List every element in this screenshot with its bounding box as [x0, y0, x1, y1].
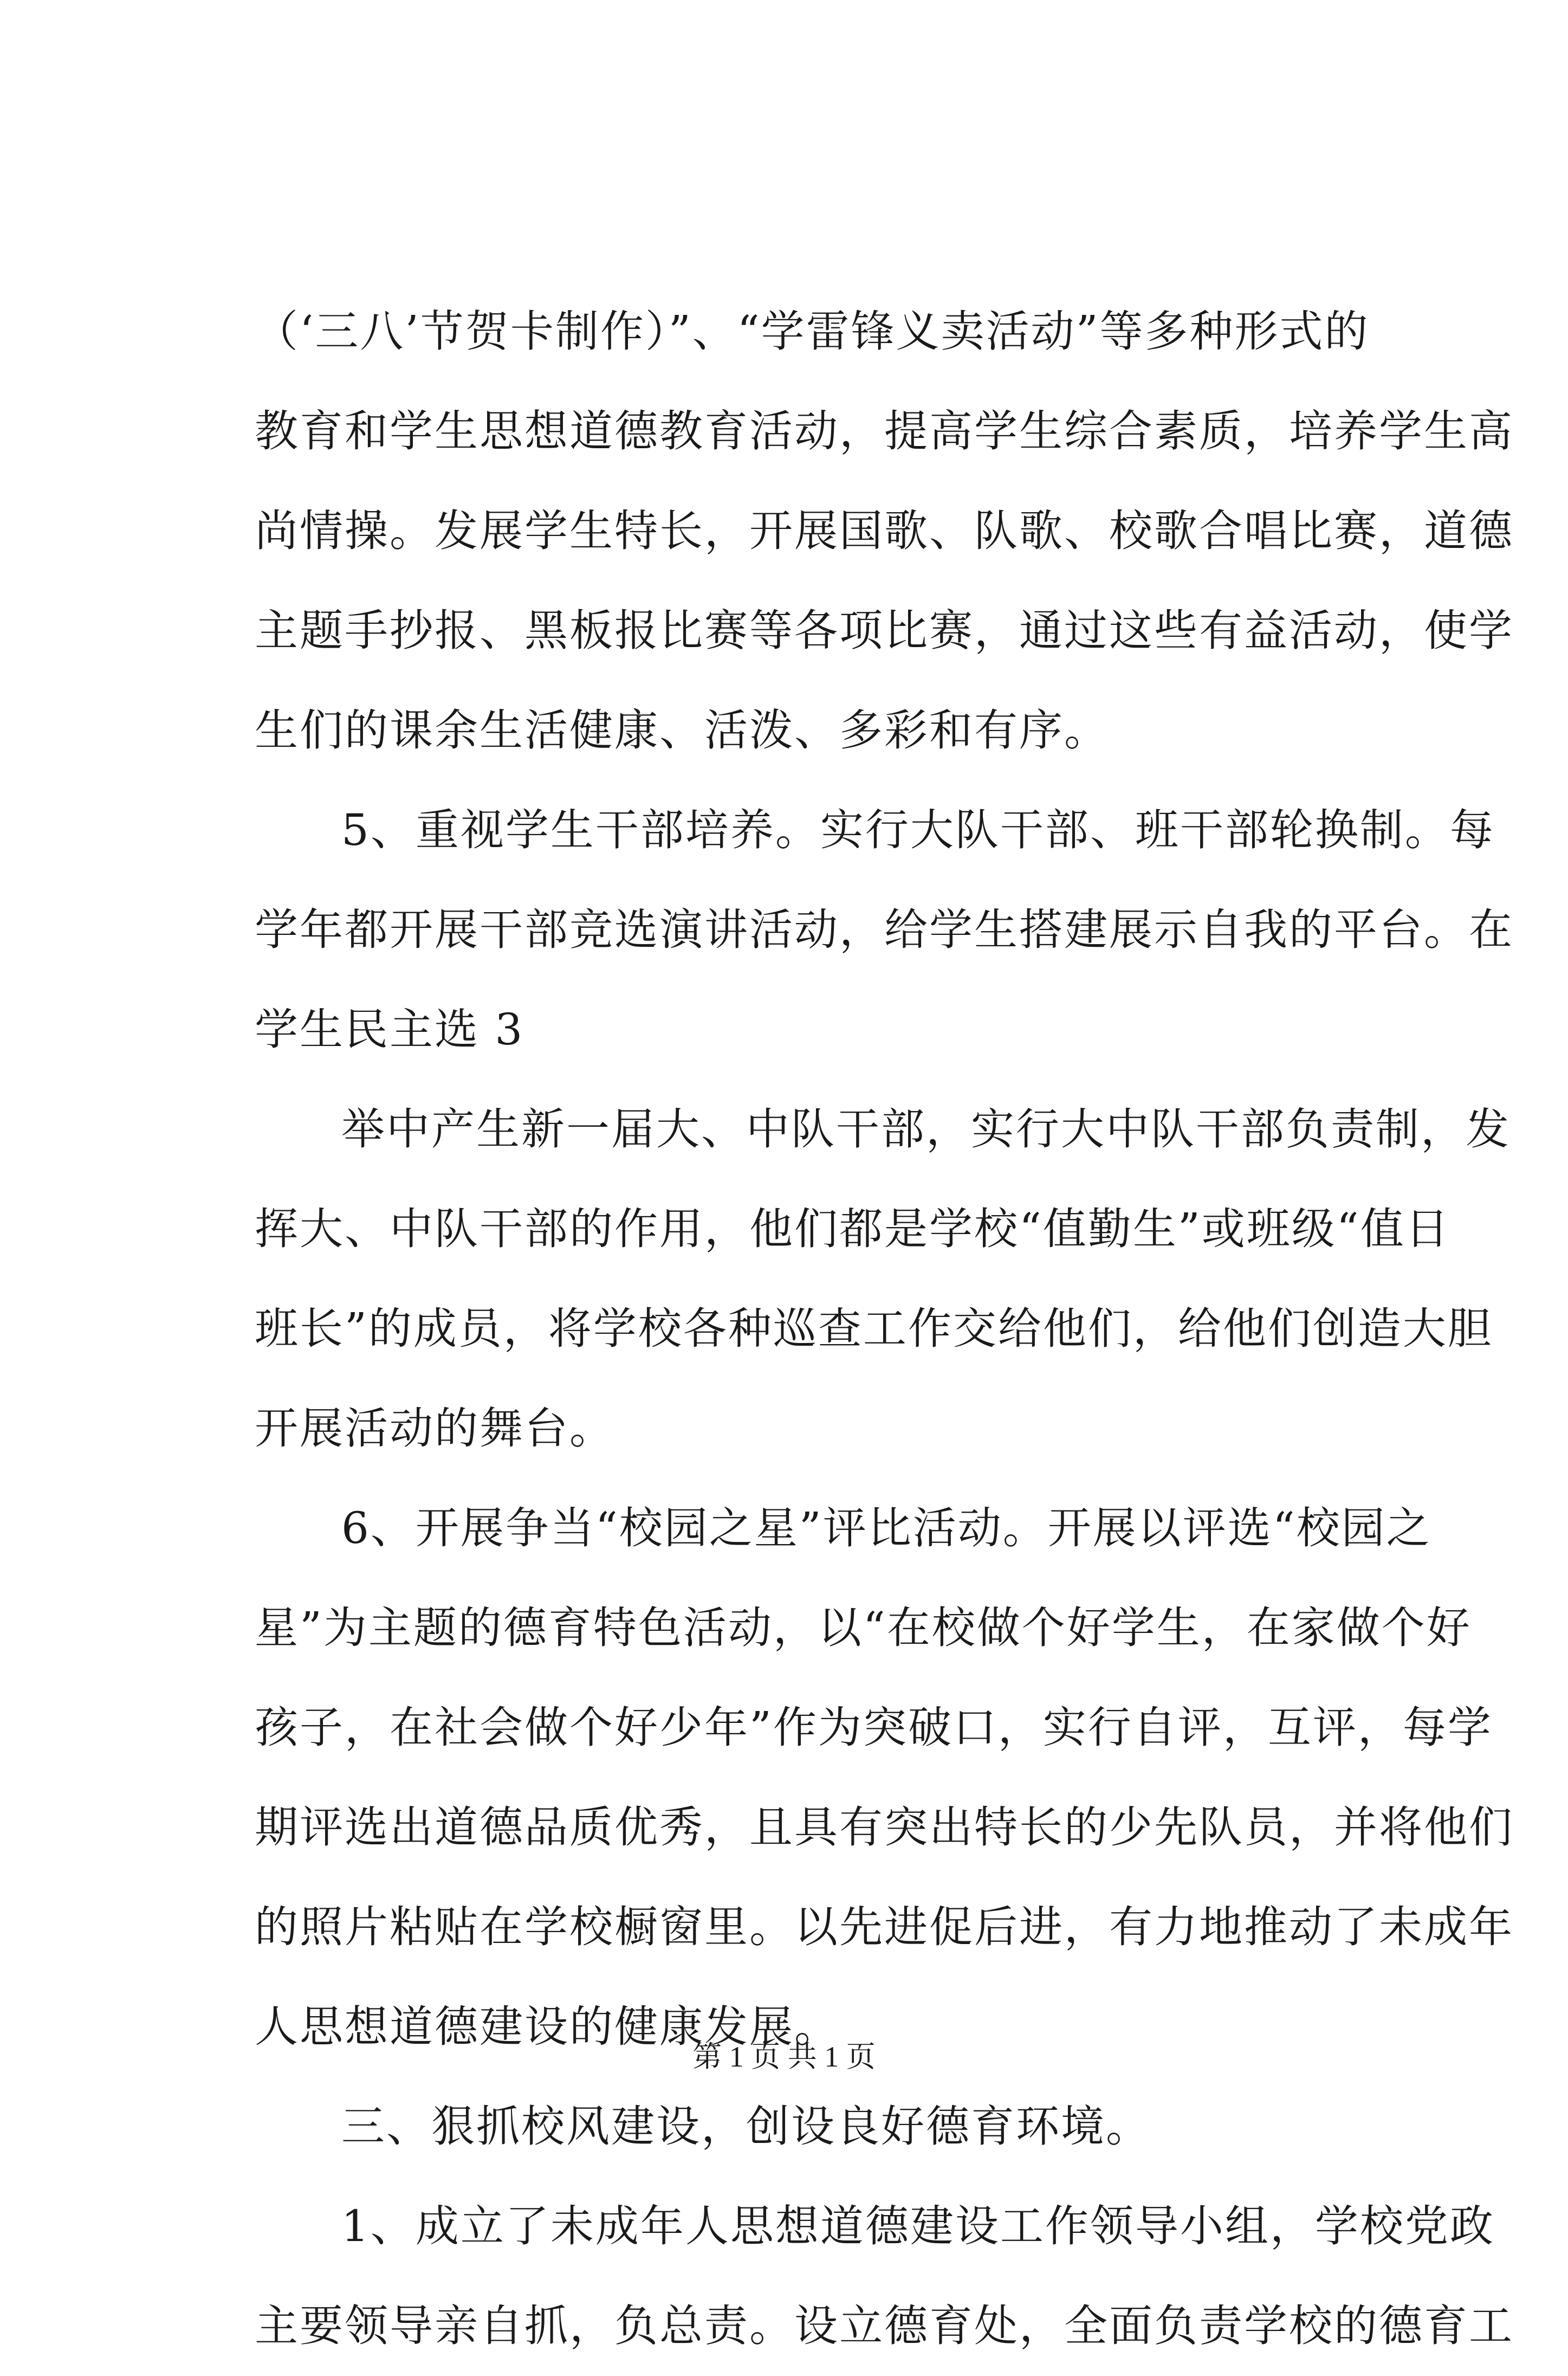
text-line: 尚情操。发展学生特长，开展国歌、队歌、校歌合唱比赛，道德 — [255, 506, 1514, 556]
text-line: 学年都开展干部竞选演讲活动，给学生搭建展示自我的平台。在 — [255, 905, 1514, 955]
text-line: 学生民主选 3 — [255, 1004, 524, 1055]
text-line: 挥大、中队干部的作用，他们都是学校“值勤生”或班级“值日 — [255, 1204, 1450, 1254]
text-line: 主要领导亲自抓，负总责。设立德育处，全面负责学校的德育工 — [255, 2301, 1514, 2351]
paragraph-start-line: 举中产生新一届大、中队干部，实行大中队干部负责制，发 — [341, 1104, 1511, 1154]
section-heading: 三、狠抓校风建设，创设良好德育环境。 — [341, 2101, 1151, 2152]
text-line: 人思想道德建设的健康发展。 — [255, 2001, 839, 2052]
text-line: 生们的课余生活健康、活泼、多彩和有序。 — [255, 705, 1109, 756]
text-line: 教育和学生思想道德教育活动，提高学生综合素质，培养学生高 — [255, 406, 1514, 456]
text-line: （‘三八’节贺卡制作）”、“学雷锋义卖活动”等多种形式的 — [255, 306, 1370, 357]
page-footer: 第 1 页 共 1 页 — [692, 2041, 876, 2073]
text-line: 星”为主题的德育特色活动，以“在校做个好学生，在家做个好 — [255, 1603, 1472, 1653]
paragraph-start-line: 6、开展争当“校园之星”评比活动。开展以评选“校园之 — [341, 1503, 1431, 1553]
text-line: 的照片粘贴在学校橱窗里。以先进促后进，有力地推动了未成年 — [255, 1902, 1514, 1952]
text-line: 主题手抄报、黑板报比赛等各项比赛，通过这些有益活动，使学 — [255, 605, 1514, 656]
text-line: 开展活动的舞台。 — [255, 1403, 614, 1454]
text-line: 班长”的成员，将学校各种巡查工作交给他们，给他们创造大胆 — [255, 1303, 1493, 1354]
text-line: 期评选出道德品质优秀，且具有突出特长的少先队员，并将他们 — [255, 1802, 1514, 1852]
paragraph-start-line: 1、成立了未成年人思想道德建设工作领导小组，学校党政 — [341, 2201, 1495, 2251]
paragraph-start-line: 5、重视学生干部培养。实行大队干部、班干部轮换制。每 — [341, 805, 1495, 855]
text-line: 孩子，在社会做个好少年”作为突破口，实行自评，互评，每学 — [255, 1702, 1493, 1753]
